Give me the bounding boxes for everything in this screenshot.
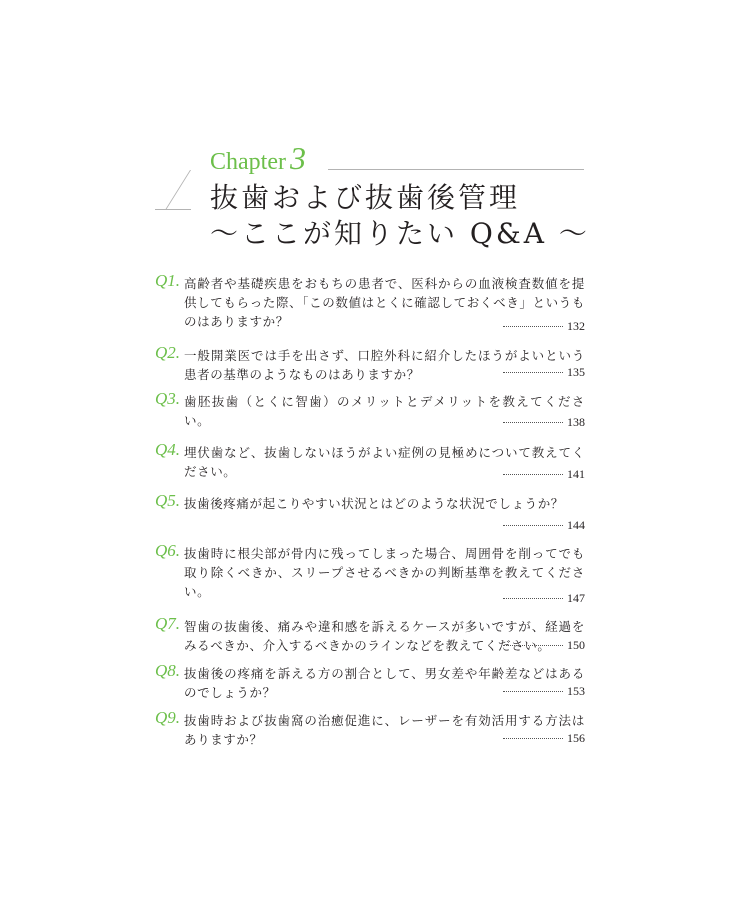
- qa-item-4[interactable]: [155, 440, 585, 481]
- question-number: Q4.: [155, 440, 181, 459]
- question-text: 抜歯後の疼痛を訴える方の割合として、男女差や年齢差などはあるのでしょうか？: [184, 666, 585, 700]
- chapter-rule-diagonal: [165, 170, 191, 210]
- page-ref: [503, 638, 585, 652]
- dot-leader: [503, 645, 563, 646]
- question-number: Q1.: [155, 271, 181, 290]
- question-text: 高齢者や基礎疾患をおもちの患者で、医科からの血液検査数値を提供してもらった際、「この数値はとくに確認しておくべき」というものはありますか？: [184, 276, 585, 329]
- qa-item-5[interactable]: [155, 491, 585, 532]
- question-number: Q6.: [155, 541, 181, 560]
- page-ref: [503, 467, 585, 481]
- page-number: 153: [567, 683, 585, 698]
- question-text: 抜歯後疼痛が起こりやすい状況とはどのような状況でしょうか？: [184, 496, 564, 511]
- dot-leader: [503, 422, 563, 423]
- page-number: 135: [567, 364, 585, 379]
- chapter-word: Chapter: [210, 149, 286, 175]
- page-number: 147: [567, 590, 585, 605]
- dot-leader: [503, 525, 563, 526]
- dot-leader: [503, 691, 563, 692]
- qa-item-3[interactable]: [155, 389, 585, 430]
- page-number: 144: [567, 517, 585, 532]
- page-number: 141: [567, 466, 585, 481]
- qa-item-2[interactable]: [155, 343, 585, 384]
- question-number: Q5.: [155, 491, 181, 510]
- question-text: 一般開業医では手を出さず、口腔外科に紹介したほうがよいという患者の基準のようなものはありますか？: [184, 348, 585, 382]
- qa-item-8[interactable]: [155, 661, 585, 702]
- page-number: 150: [567, 637, 585, 652]
- page-ref: [503, 415, 585, 429]
- page-ref: [503, 684, 585, 698]
- question-text: 智歯の抜歯後、痛みや違和感を訴えるケースが多いですが、経過をみるべきか、介入するべきかのラインなどを教えてください。: [184, 619, 585, 653]
- qa-item-6[interactable]: [155, 541, 585, 605]
- page-ref: [503, 365, 585, 379]
- chapter-number: 3: [289, 140, 306, 176]
- page-ref: [503, 518, 585, 532]
- qa-item-1[interactable]: [155, 271, 585, 333]
- dot-leader: [503, 372, 563, 373]
- question-number: Q9.: [155, 708, 181, 727]
- chapter-title-line1: 抜歯および抜歯後管理: [210, 181, 521, 214]
- page-number: 138: [567, 414, 585, 429]
- qa-item-9[interactable]: [155, 708, 585, 749]
- page-ref: [503, 591, 585, 605]
- dot-leader: [503, 474, 563, 475]
- page-number: 156: [567, 730, 585, 745]
- page-number: 132: [567, 318, 585, 333]
- question-number: Q2.: [155, 343, 181, 362]
- dot-leader: [503, 326, 563, 327]
- dot-leader: [503, 738, 563, 739]
- question-number: Q3.: [155, 389, 181, 408]
- page-ref: [503, 319, 585, 333]
- question-text: 埋伏歯など、抜歯しないほうがよい症例の見極めについて教えてください。: [184, 445, 585, 479]
- question-text: 抜歯時に根尖部が骨内に残ってしまった場合、周囲骨を削ってでも取り除くべきか、スリープさせるべきかの判断基準を教えてください。: [184, 546, 585, 599]
- chapter-title-line2: 〜ここが知りたい Q&A 〜: [210, 217, 590, 250]
- page-ref: [503, 731, 585, 745]
- chapter-rule-top: [328, 169, 584, 170]
- question-text: 歯胚抜歯（とくに智歯）のメリットとデメリットを教えてください。: [184, 394, 585, 428]
- question-number: Q7.: [155, 614, 181, 633]
- qa-item-7[interactable]: [155, 614, 585, 655]
- dot-leader: [503, 598, 563, 599]
- question-number: Q8.: [155, 661, 181, 680]
- question-text: 抜歯時および抜歯窩の治癒促進に、レーザーを有効活用する方法はありますか？: [184, 713, 585, 747]
- chapter-rule-left: [155, 209, 191, 210]
- chapter-label: [210, 140, 306, 177]
